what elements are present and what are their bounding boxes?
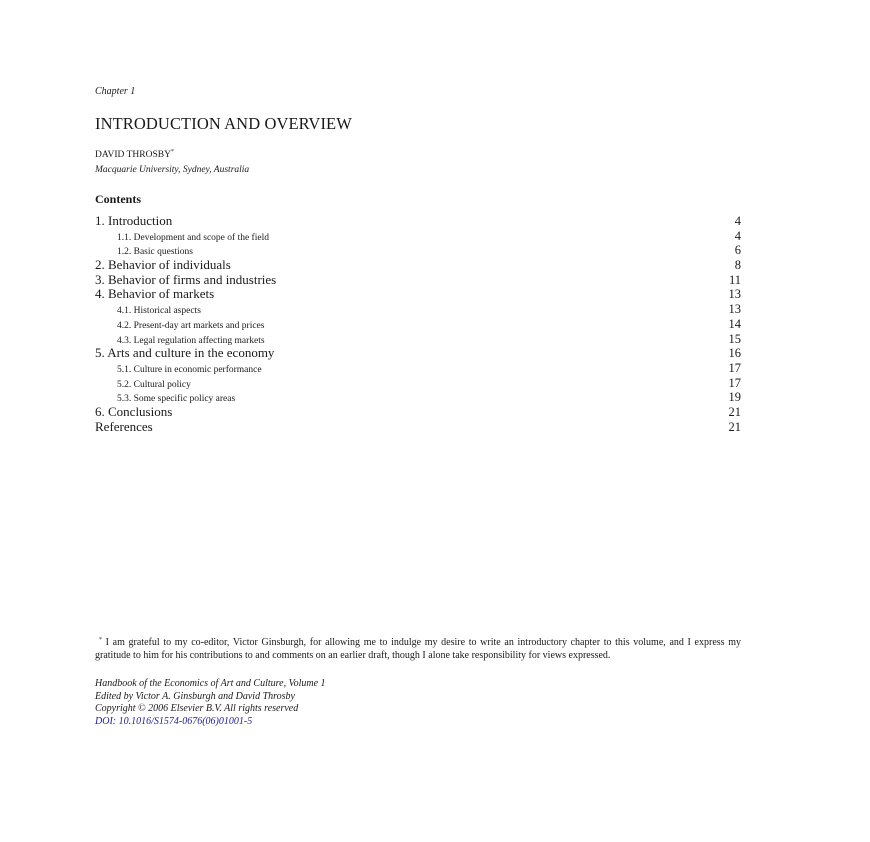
toc-entry-label: 1.1. Development and scope of the field <box>117 232 269 243</box>
toc-entry[interactable] <box>95 361 741 376</box>
toc-entry-label: References <box>95 418 153 434</box>
toc-entry-page: 17 <box>728 375 741 390</box>
toc-entry-page: 21 <box>728 419 741 434</box>
toc-entry[interactable] <box>95 405 741 420</box>
toc-entry-page: 4 <box>734 228 741 243</box>
toc-entry-label: 5.3. Some specific policy areas <box>117 394 236 405</box>
toc-entry-page: 15 <box>728 331 741 346</box>
toc-entry-page: 19 <box>728 390 741 405</box>
toc-entry[interactable] <box>95 346 741 361</box>
toc-entry[interactable] <box>95 376 741 391</box>
copyright-notice: Copyright © 2006 Elsevier B.V. All rights reserved <box>95 703 299 715</box>
handbook-title: Handbook of the Economics of Art and Culture, Volume 1 <box>95 678 326 689</box>
footnote <box>95 634 741 663</box>
toc-entry-label: 6. Conclusions <box>95 403 173 419</box>
toc-entry[interactable] <box>95 258 741 273</box>
toc-entry-page: 17 <box>728 360 741 375</box>
table-of-contents <box>95 214 741 434</box>
toc-entry-page: 13 <box>728 302 741 317</box>
toc-entry-label: 1. Introduction <box>95 213 173 228</box>
toc-entry[interactable] <box>95 243 741 258</box>
author-name: DAVID THROSBY <box>95 150 171 160</box>
publication-info <box>95 678 326 728</box>
footnote-mark: * <box>99 637 102 643</box>
toc-entry[interactable] <box>95 273 741 288</box>
author-affiliation: Macquarie University, Sydney, Australia <box>95 165 250 175</box>
toc-entry-label: 3. Behavior of firms and industries <box>95 271 277 287</box>
toc-entry-page: 13 <box>728 287 741 302</box>
toc-entry-page: 11 <box>728 272 741 287</box>
toc-entry[interactable] <box>95 287 741 302</box>
toc-entry[interactable] <box>95 332 741 347</box>
toc-entry-label: 5. Arts and culture in the economy <box>95 345 275 361</box>
toc-entry-page: 16 <box>728 346 741 361</box>
toc-entry-page: 6 <box>734 243 741 258</box>
toc-entry-page: 21 <box>728 404 741 419</box>
toc-entry[interactable] <box>95 420 741 435</box>
doi-link[interactable]: DOI: 10.1016/S1574-0676(06)01001-5 <box>95 715 253 727</box>
toc-entry-label: 4.2. Present-day art markets and prices <box>117 320 265 331</box>
toc-entry-page: 4 <box>734 214 741 228</box>
editors: Edited by Victor A. Ginsburgh and David Throsby <box>95 690 295 702</box>
toc-entry[interactable] <box>95 229 741 244</box>
toc-entry[interactable] <box>95 214 741 229</box>
toc-entry-label: 4.3. Legal regulation affecting markets <box>117 335 265 346</box>
toc-entry-page: 14 <box>728 316 741 331</box>
author <box>95 149 174 160</box>
chapter-label: Chapter 1 <box>95 86 136 97</box>
toc-entry-label: 4.1. Historical aspects <box>117 306 201 317</box>
author-footnote-mark[interactable]: * <box>170 149 174 155</box>
toc-entry-page: 8 <box>734 258 741 273</box>
toc-entry-label: 5.2. Cultural policy <box>117 379 191 390</box>
toc-entry-label: 2. Behavior of individuals <box>95 257 231 273</box>
toc-entry-label: 5.1. Culture in economic performance <box>117 364 262 375</box>
toc-entry-label: 4. Behavior of markets <box>95 286 215 302</box>
toc-entry[interactable] <box>95 390 741 405</box>
footnote-text: I am grateful to my co-editor, Victor Ginsburgh, for allowing me to indulge my desire to write an introductory chapter to this volume, and I express my gratitude to him for his contributions to and comments on an earlier draft, though I alone take responsibility for views expressed. <box>95 637 741 661</box>
contents-heading: Contents <box>95 192 142 206</box>
toc-entry-label: 1.2. Basic questions <box>117 247 193 258</box>
toc-entry[interactable] <box>95 302 741 317</box>
chapter-title: INTRODUCTION AND OVERVIEW <box>95 114 352 133</box>
toc-entry[interactable] <box>95 317 741 332</box>
